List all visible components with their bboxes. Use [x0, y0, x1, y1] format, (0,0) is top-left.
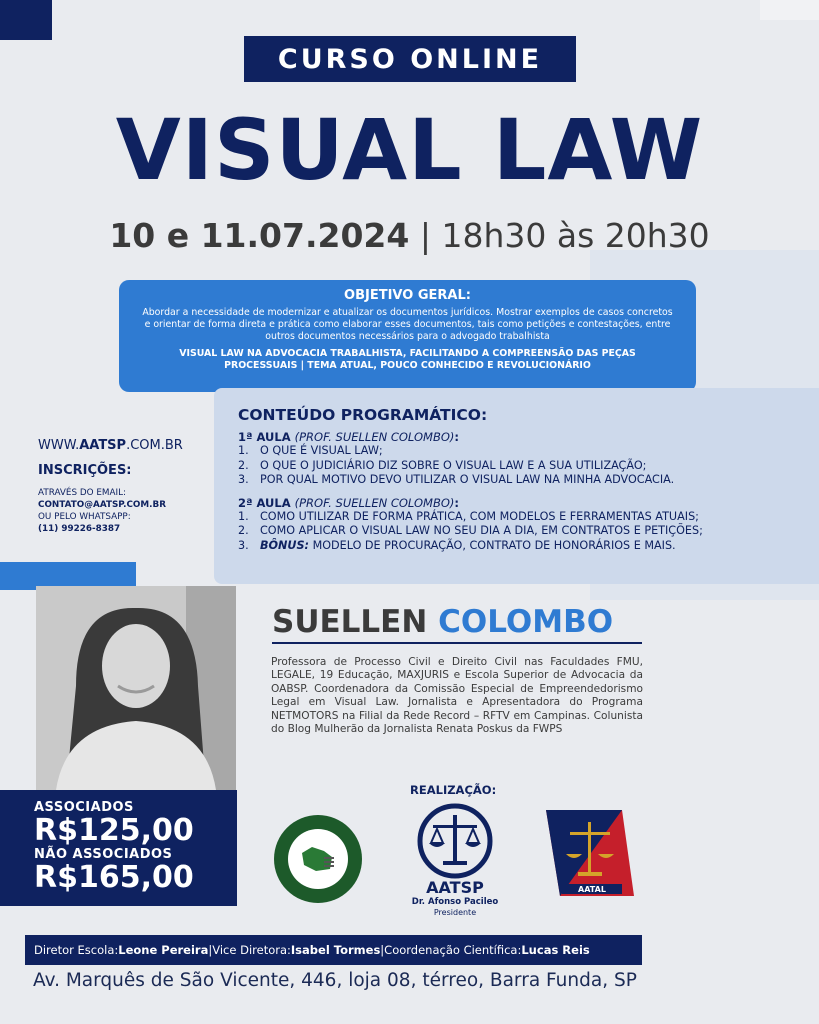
- lesson-1-prof: (PROF. SUELLEN COLOMBO): [294, 430, 455, 444]
- pricing-box: [0, 790, 237, 906]
- association-logo: [272, 813, 364, 905]
- director-label: Diretor Escola:: [34, 943, 119, 957]
- aatal-name: AATAL: [578, 885, 606, 894]
- lesson-1-list: [238, 444, 809, 488]
- list-item: [238, 459, 809, 474]
- vice-director-name: Isabel Tormes: [290, 943, 381, 957]
- list-item: [238, 444, 809, 459]
- lesson-2-prof: (PROF. SUELLEN COLOMBO): [294, 495, 455, 510]
- aatsp-logo: [405, 803, 505, 925]
- registration-heading: INSCRIÇÕES:: [38, 463, 132, 478]
- list-text: O QUE O JUDICIÁRIO DIZ SOBRE O VISUAL LAW E A SUA UTILIZAÇÃO;: [260, 458, 647, 472]
- objective-box: [119, 280, 696, 392]
- site-suffix: .COM.BR: [126, 438, 183, 453]
- list-number: 1.: [238, 444, 249, 457]
- speaker-portrait-icon: [36, 586, 236, 790]
- member-price: R$125,00: [34, 813, 194, 848]
- speaker-last-name: COLOMBO: [438, 604, 614, 640]
- nonmember-price-label: NÃO ASSOCIADOS: [34, 847, 173, 862]
- footer-separator: |: [208, 943, 213, 957]
- lesson-2-title: [238, 496, 809, 510]
- site-prefix: WWW.: [38, 438, 80, 453]
- course-badge: CURSO ONLINE: [244, 36, 576, 82]
- coordinator-name: Lucas Reis: [521, 943, 590, 957]
- bonus-label: BÔNUS:: [260, 538, 310, 552]
- member-price-label: ASSOCIADOS: [34, 800, 134, 815]
- list-text: O QUE É VISUAL LAW;: [260, 444, 383, 457]
- objective-highlight: VISUAL LAW NA ADVOCACIA TRABALHISTA, FACILITANDO A COMPREENSÃO DAS PEÇAS PROCESSUAIS | TEMA ATUAL, POUCO CONHECIDO E REVOLUCIONÁRIO: [179, 348, 636, 371]
- objective-description: Abordar a necessidade de modernizar e atualizar os documentos jurídicos. Mostrar exemplos de casos concretos e orientar de forma direta e prática como elaborar esses documentos, tais como petições e contestações, entre outros documentos necessários para o advogado trabalhista: [142, 307, 673, 342]
- list-item: [238, 510, 809, 525]
- list-number: 3.: [238, 538, 249, 552]
- objective-heading: OBJETIVO GERAL:: [344, 288, 471, 303]
- list-item: [238, 539, 809, 554]
- aatal-scales-icon: [540, 808, 640, 904]
- list-item: [238, 524, 809, 539]
- decorative-corner: [0, 0, 52, 40]
- nonmember-price: R$165,00: [34, 860, 194, 895]
- list-number: 2.: [238, 524, 249, 537]
- list-number: 1.: [238, 509, 249, 523]
- aatsp-name: AATSP: [426, 878, 484, 897]
- footer-separator: |: [380, 943, 385, 957]
- course-date: 10 e 11.07.2024: [109, 216, 410, 255]
- speaker-first-name: SUELLEN: [272, 604, 428, 640]
- list-text: POR QUAL MOTIVO DEVO UTILIZAR O VISUAL LAW NA MINHA ADVOCACIA.: [260, 473, 675, 486]
- lesson-2-colon: :: [454, 495, 459, 510]
- director-name: Leone Pereira: [118, 943, 209, 957]
- speaker-name: [272, 604, 613, 640]
- site-bold: AATSP: [79, 438, 127, 453]
- whatsapp-label: OU PELO WHATSAPP:: [38, 512, 131, 522]
- lesson-2-list: [238, 510, 809, 554]
- list-number: 2.: [238, 458, 249, 472]
- scales-icon: [417, 803, 493, 879]
- list-item: [238, 473, 809, 488]
- page-title: VISUAL LAW: [115, 101, 704, 199]
- divider: [272, 642, 642, 644]
- list-text: COMO UTILIZAR DE FORMA PRÁTICA, COM MODELOS E FERRAMENTAS ATUAIS;: [260, 509, 699, 523]
- email-link[interactable]: CONTATO@AATSP.COM.BR: [38, 500, 166, 510]
- whatsapp-number[interactable]: (11) 99226-8387: [38, 524, 121, 534]
- vice-director-label: Vice Diretora:: [212, 943, 291, 957]
- aatsp-president-role: Presidente: [433, 908, 477, 917]
- lesson-2-label: 2ª AULA: [238, 495, 291, 510]
- website-link[interactable]: [38, 438, 208, 453]
- list-text: MODELO DE PROCURAÇÃO, CONTRATO DE HONORÁRIOS E MAIS.: [309, 538, 676, 552]
- list-text: COMO APLICAR O VISUAL LAW NO SEU DIA A DIA, EM CONTRATOS E PETIÇÕES;: [260, 524, 703, 537]
- aatal-logo: [540, 808, 640, 904]
- email-label: ATRAVÉS DO EMAIL:: [38, 488, 126, 498]
- date-line: [0, 216, 819, 255]
- contact-info: [38, 438, 208, 535]
- date-separator: |: [419, 216, 431, 255]
- syllabus-box: [214, 388, 819, 584]
- address: Av. Marquês de São Vicente, 446, loja 08, térreo, Barra Funda, SP: [33, 970, 637, 991]
- lesson-1-colon: :: [454, 430, 459, 444]
- speaker-bio: Professora de Processo Civil e Direito Civil nas Faculdades FMU, LEGALE, 19 Educação, MAXJURIS e Escola Superior de Advocacia da OABSP. Coordenadora da Comissão Especial de Empreendedorismo Legal em Visual Law. Jornalista e Apresentadora do Programa NETMOTORS na Filial da Rede Record – RFTV em Campinas. Colunista do Blog Mulherão da Jornalista Renata Poskus da FWPS: [271, 656, 643, 736]
- lesson-1-label: 1ª AULA: [238, 430, 291, 444]
- organizers-heading: REALIZAÇÃO:: [410, 783, 497, 797]
- aatsp-president-name: Dr. Afonso Pacileo: [411, 897, 499, 907]
- speaker-photo: [36, 586, 236, 790]
- syllabus-heading: CONTEÚDO PROGRAMÁTICO:: [238, 406, 488, 424]
- association-seal-icon: [272, 813, 364, 905]
- footer-credits: [25, 935, 642, 965]
- lesson-1-title: [238, 430, 809, 444]
- coordinator-label: Coordenação Científica:: [384, 943, 522, 957]
- list-number: 3.: [238, 473, 249, 486]
- course-time: 18h30 às 20h30: [441, 216, 710, 255]
- decorative-panel: [760, 0, 819, 20]
